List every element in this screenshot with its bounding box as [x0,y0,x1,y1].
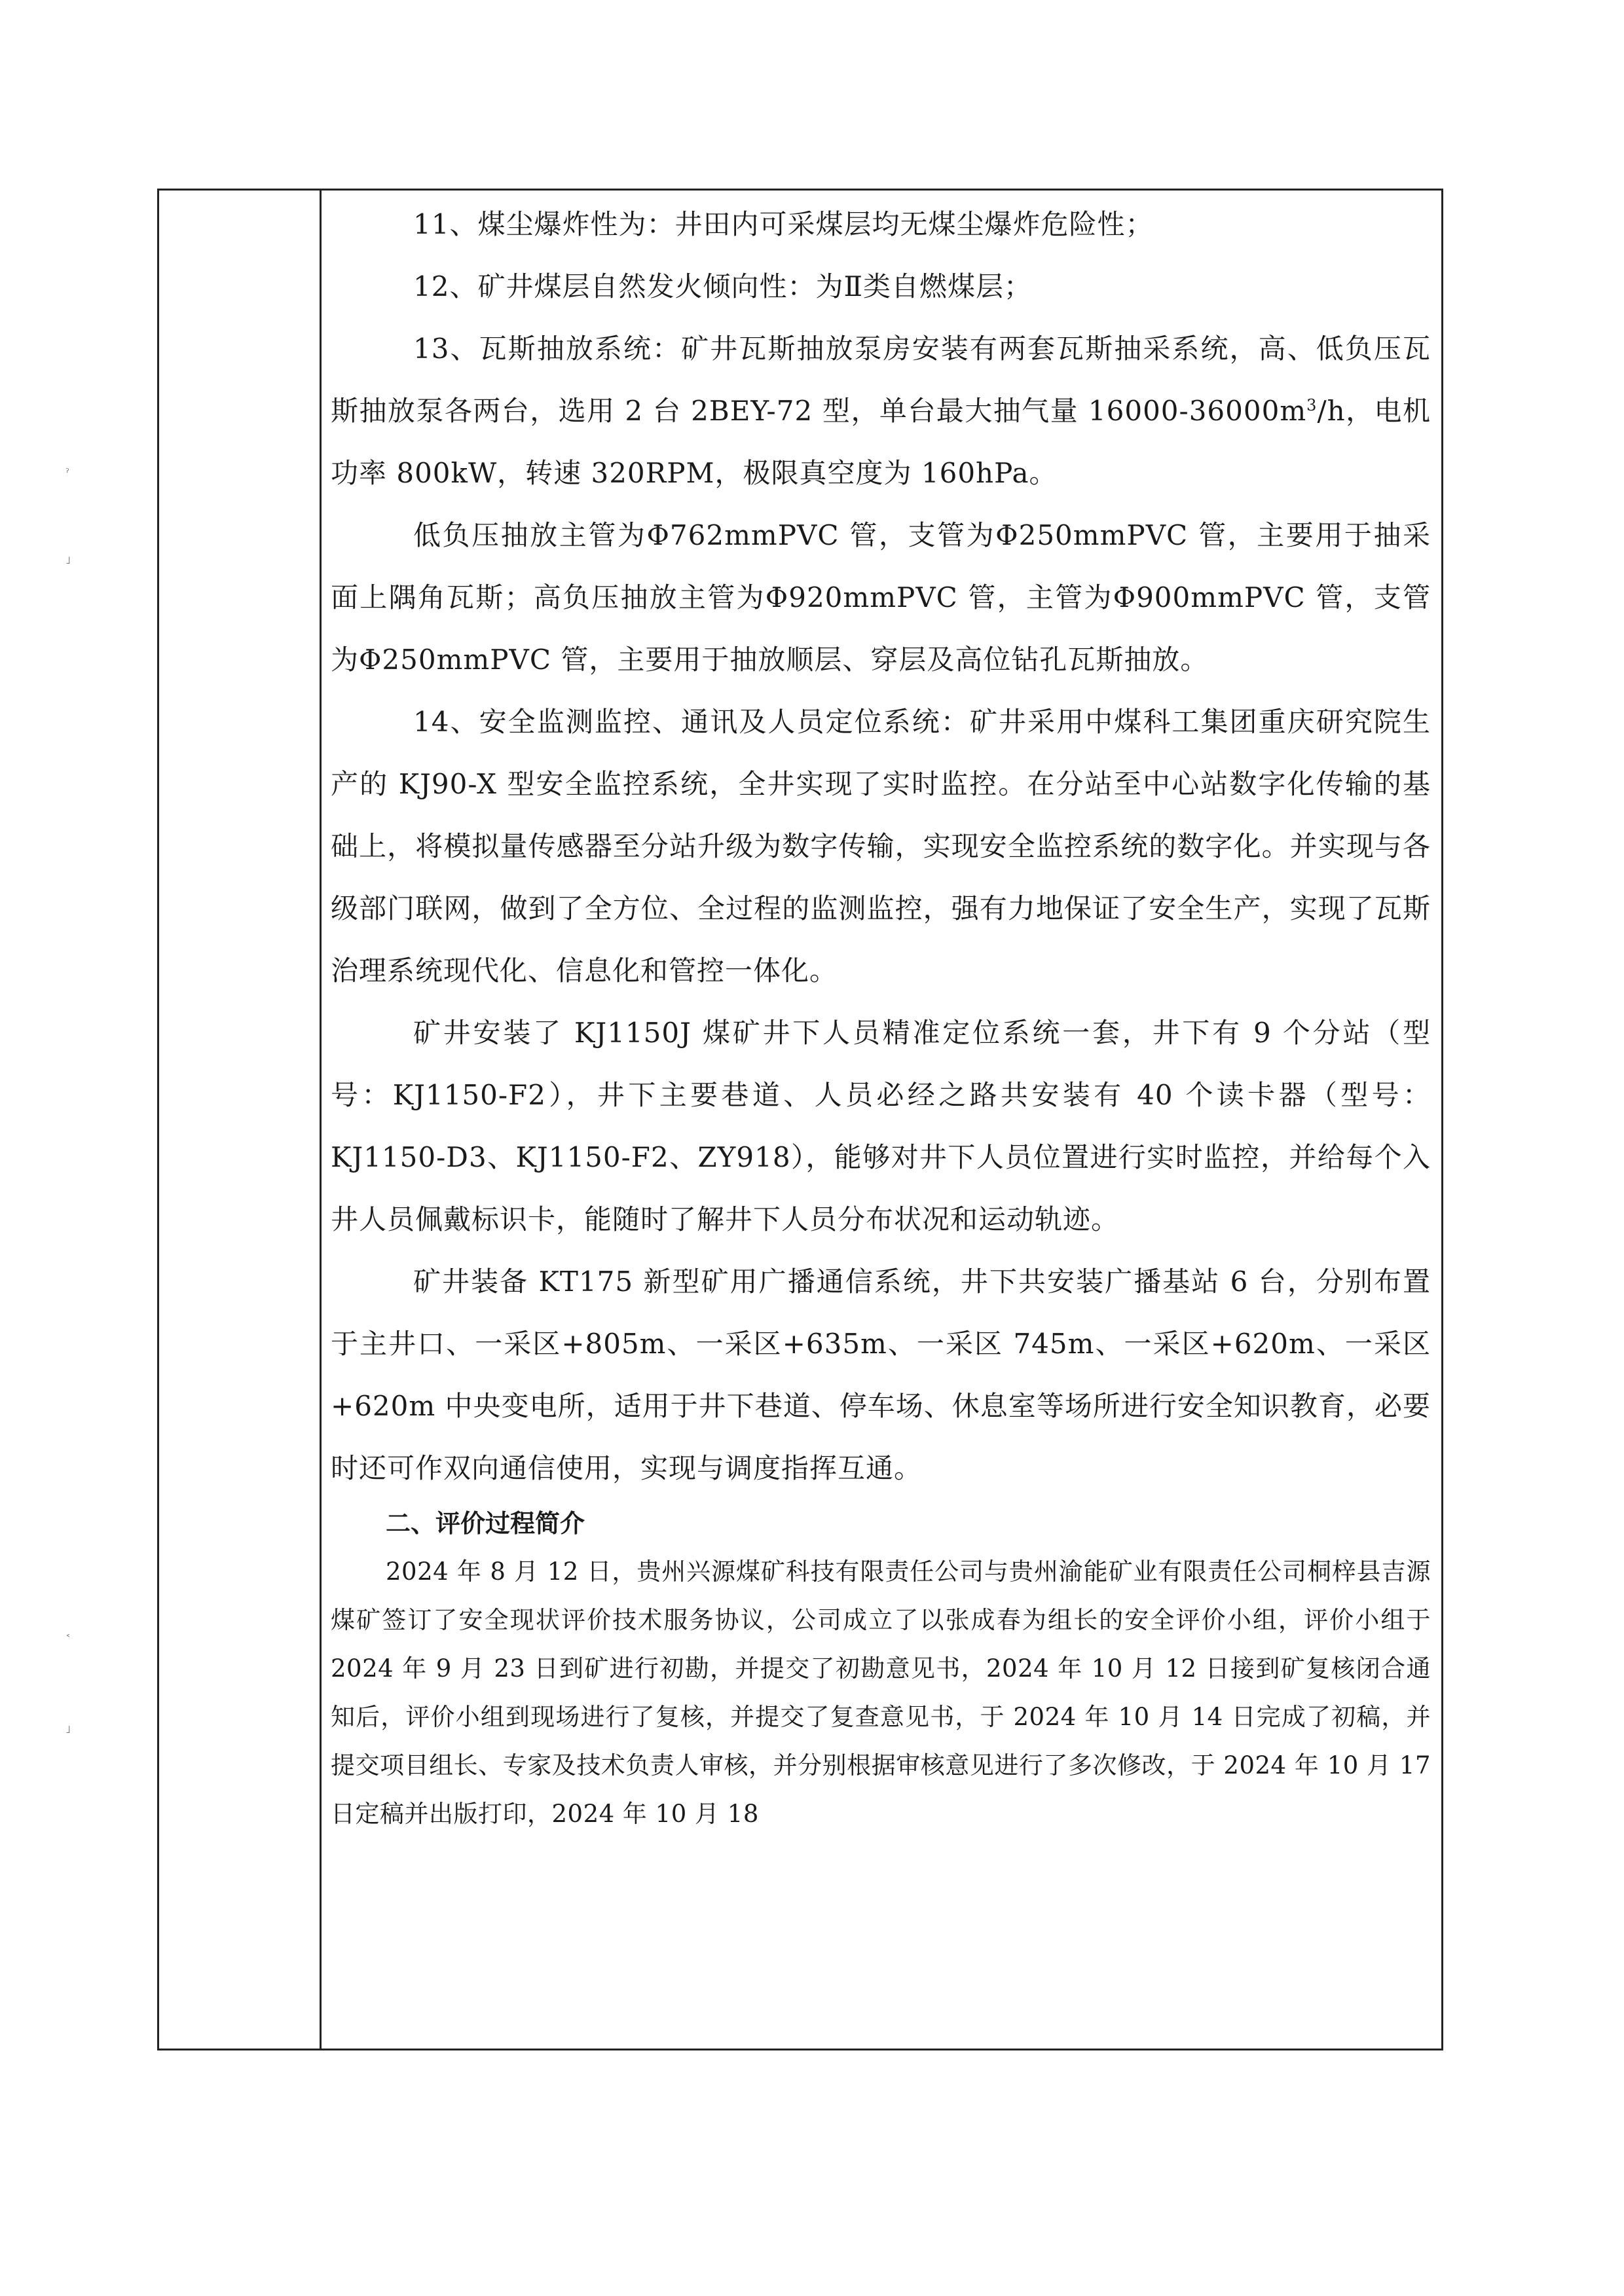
gas-drainage-text-b: /h，电机功率 800kW，转速 320RPM，极限真空度为 160hPa。 [331,395,1431,489]
paragraph-evaluation-process: 2024 年 8 月 12 日，贵州兴源煤矿科技有限责任公司与贵州渝能矿业有限责任公司桐梓县吉源煤矿签订了安全现状评价技术服务协议，公司成立了以张成春为组长的安全评价小组，评价小组于 2024 年 9 月 23 日到矿进行初勘，并提交了初勘意见书，2024 年 10 月 12 日接到矿复核闭合通知后，评价小组到现场进行了复核，并提交了复查意见书，于 2024 年 10 月 14 日完成了初稿，并提交项目组长、专家及技术负责人审核，并分别根据审核意见进行了多次修改，于 2024 年 10 月 17 日定稿并出版打印，2024 年 10 月 18 [331,1558,1431,1828]
table-label-column [159,191,322,2049]
scan-mark: ˀ [65,466,69,479]
section-heading: 二、评价过程简介 [386,1509,585,1538]
scan-mark: ˩ [65,1723,71,1736]
paragraph-spontaneous-combustion: 12、矿井煤层自然发火倾向性：为Ⅱ类自燃煤层； [413,270,1032,302]
paragraph-gas-drainage [331,318,1431,504]
scan-mark: ˩ [65,554,71,566]
paragraph-personnel-location: 矿井安装了 KJ1150J 煤矿井下人员精准定位系统一套，井下有 9 个分站（型号：KJ1150-F2），井下主要巷道、人员必经之路共安装有 40 个读卡器（型号：KJ1150-D3、KJ1150-F2、ZY918），能够对井下人员位置进行实时监控，并给每个入井人员佩戴标识卡，能随时了解井下人员分布状况和运动轨迹。 [331,1017,1431,1235]
document-table [157,189,1443,2050]
scan-mark: ˂ [65,1633,71,1645]
paragraph-broadcast-system: 矿井装备 KT175 新型矿用广播通信系统，井下共安装广播基站 6 台，分别布置于主井口、一采区+805m、一采区+635m、一采区 745m、一采区+620m、一采区+620m 中央变电所，适用于井下巷道、停车场、休息室等场所进行安全知识教育，必要时还可作双向通信使用，实现与调度指挥互通。 [331,1266,1431,1484]
paragraph-coal-dust: 11、煤尘爆炸性为：井田内可采煤层均无煤尘爆炸危险性； [413,208,1154,240]
paragraph-safety-monitoring: 14、安全监测监控、通讯及人员定位系统：矿井采用中煤科工集团重庆研究院生产的 KJ90-X 型安全监控系统，全井实现了实时监控。在分站至中心站数字化传输的基础上，将模拟量传感器至分站升级为数字传输，实现安全监控系统的数字化。并实现与各级部门联网，做到了全方位、全过程的监测监控，强有力地保证了安全生产，实现了瓦斯治理系统现代化、信息化和管控一体化。 [331,706,1431,987]
gas-drainage-text-a: 13、瓦斯抽放系统：矿井瓦斯抽放泵房安装有两套瓦斯抽采系统，高、低负压瓦斯抽放泵各两台，选用 2 台 2BEY-72 型，单台最大抽气量 16000-36000m [331,333,1431,427]
table-content-cell [331,191,1431,2049]
paragraph-drainage-pipes: 低负压抽放主管为Φ762mmPVC 管，支管为Φ250mmPVC 管，主要用于抽采面上隅角瓦斯；高负压抽放主管为Φ920mmPVC 管，主管为Φ900mmPVC 管，支管为Φ250mmPVC 管，主要用于抽放顺层、穿层及高位钻孔瓦斯抽放。 [331,519,1431,676]
unit-superscript: 3 [1306,396,1318,414]
